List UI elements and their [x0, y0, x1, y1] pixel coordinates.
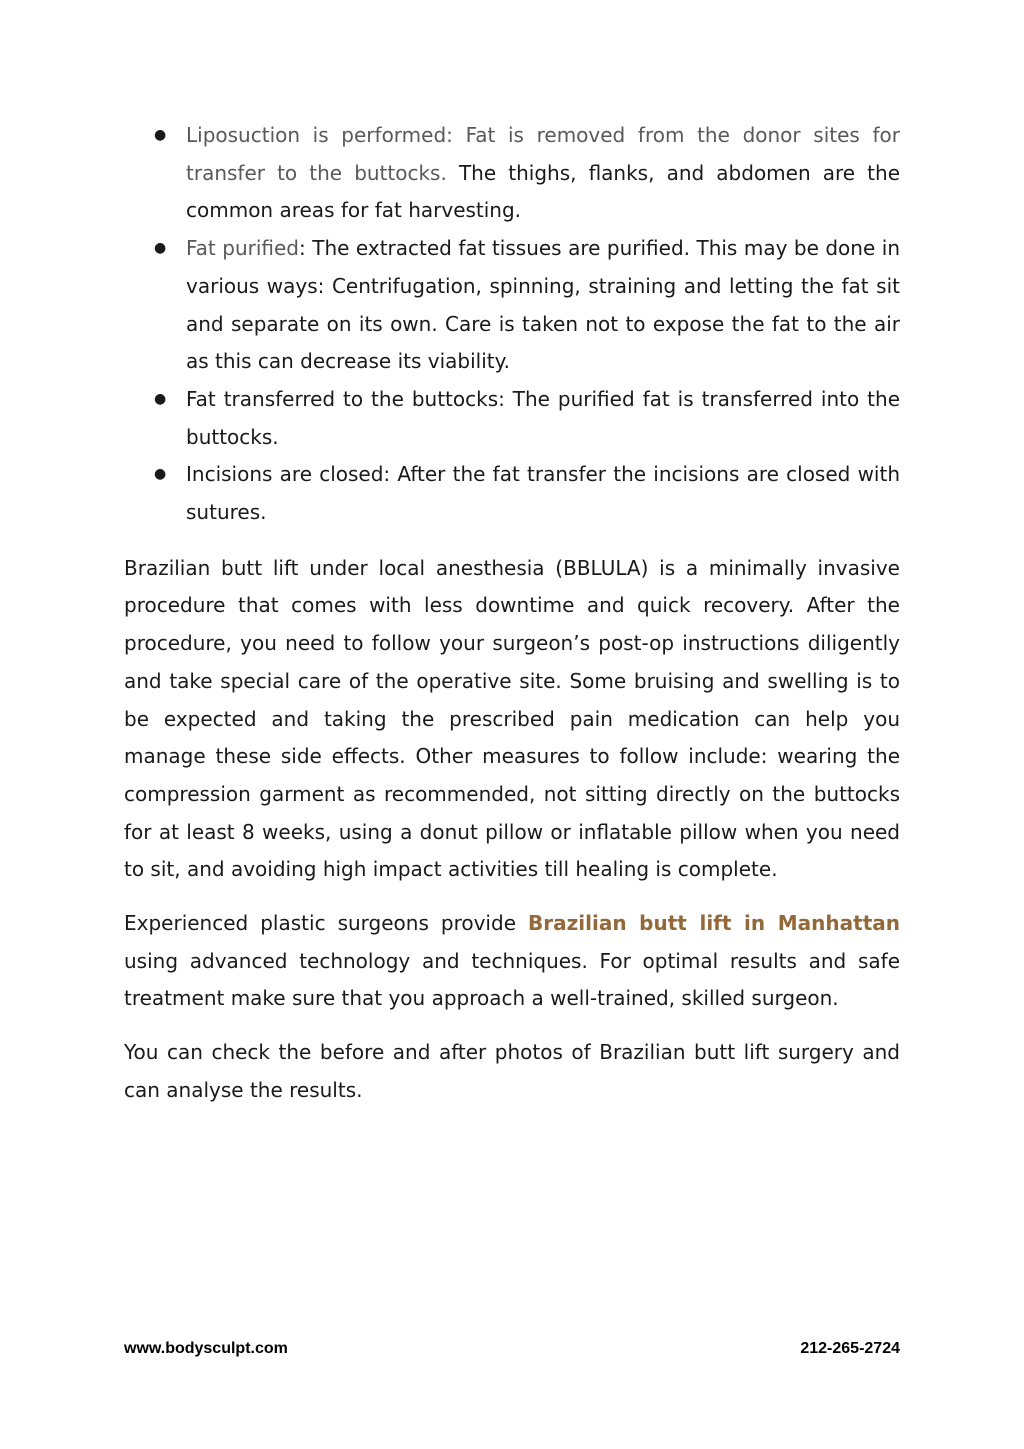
surgeons-text-before: Experienced plastic surgeons provide	[124, 911, 516, 936]
footer-website: www.bodysculpt.com	[124, 1340, 288, 1357]
footer-phone: 212-265-2724	[800, 1340, 900, 1357]
bullet-icon: ●	[154, 390, 167, 407]
procedure-steps-list	[124, 117, 900, 532]
document-page	[124, 117, 900, 1110]
list-item	[124, 117, 900, 230]
bullet-icon: ●	[154, 240, 167, 257]
list-item	[124, 456, 900, 531]
step-label: Fat purified	[186, 236, 299, 261]
manhattan-bbl-link[interactable]: Brazilian butt lift in Manhattan	[528, 911, 900, 936]
photos-paragraph: You can check the before and after photos of Brazilian butt lift surgery and can analyse the results.	[124, 1040, 900, 1102]
bullet-icon: ●	[154, 466, 167, 483]
surgeons-paragraph	[124, 905, 900, 1018]
bblula-paragraph: Brazilian butt lift under local anesthesia (BBLULA) is a minimally invasive procedure that comes with less downtime and quick recovery. After the procedure, you need to follow your surgeon’s post-op instructions diligently and take special care of the operative site. Some bruising and swelling is to be expected and taking the prescribed pain medication can help you manage these side effects. Other measures to follow include: wearing the compression garment as recommended, not sitting directly on the buttocks for at least 8 weeks, using a donut pillow or inflatable pillow when you need to sit, and avoiding high impact activities till healing is complete.	[124, 555, 900, 882]
step-text: Fat transferred to the buttocks: The purified fat is transferred into the buttocks.	[186, 386, 900, 449]
surgeons-text-after: using advanced technology and techniques. For optimal results and safe treatment make sure that you approach a well-trained, skilled surgeon.	[124, 948, 900, 1011]
step-grey-text: Fat is removed from the donor sites for transfer to the buttocks.	[186, 123, 900, 185]
step-label: Liposuction is performed:	[186, 123, 453, 147]
bullet-icon: ●	[154, 127, 167, 143]
list-item	[124, 230, 900, 381]
step-text: The extracted fat tissues are purified. This may be done in various ways: Centrifugation, spinning, straining and letting the fat sit and separate on its own. Care is taken not to expose the fat to the air as this can decrease its viability.	[186, 236, 900, 374]
step-text: The thighs, flanks, and abdomen are the common areas for fat harvesting.	[186, 160, 901, 223]
step-text: Incisions are closed: After the fat transfer the incisions are closed with sutures.	[186, 462, 900, 525]
page-footer	[124, 1340, 900, 1358]
step-separator: :	[299, 236, 306, 261]
list-item	[124, 381, 900, 456]
